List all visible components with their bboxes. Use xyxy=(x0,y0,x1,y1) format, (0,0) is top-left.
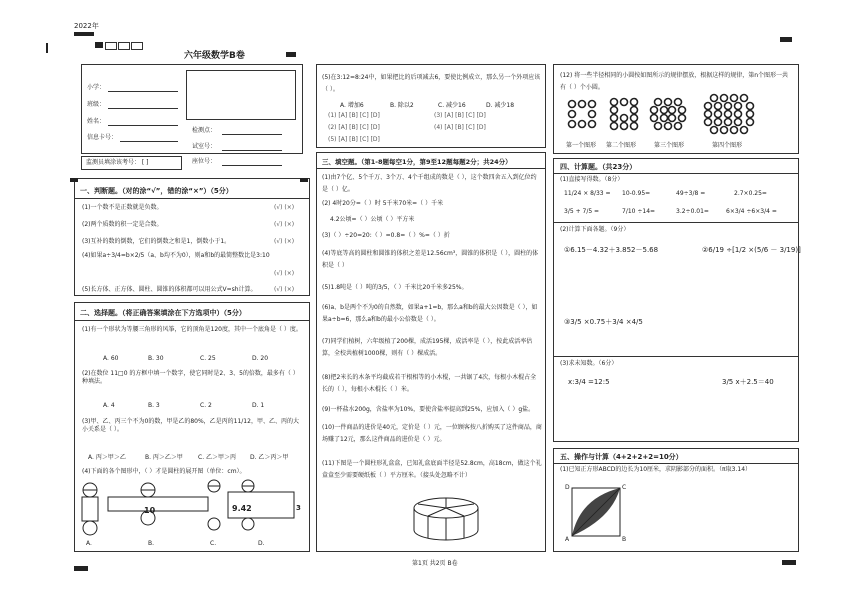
class-label: 班级： xyxy=(87,101,106,108)
choice-5-c[interactable]: C. 减少16 xyxy=(438,102,466,109)
calc-section xyxy=(553,158,799,442)
choice-3-a[interactable]: A. 丙＞甲＞乙 xyxy=(88,454,126,461)
calc-6: 7/10 ÷14= xyxy=(622,208,656,215)
choice-2-d[interactable]: D. 1 xyxy=(252,402,265,409)
fill-7: (7)同学们植树，六年级植了200棵，成活195棵，成活率是（ ），按此成活率估算，全校共植树1000棵，则有（ ）棵成活。 xyxy=(322,338,533,357)
judge-opts-2[interactable]: (√) (×) xyxy=(274,221,295,228)
divider xyxy=(316,168,546,169)
calc-4: 2.7×0.25= xyxy=(734,190,767,197)
mark xyxy=(300,178,308,182)
answer-grid-4[interactable]: (4) [A] [B] [C] [D] xyxy=(434,124,486,131)
simplify-1: ①6.15－4.32＋3.852－5.68 xyxy=(564,246,659,254)
square-shading-figure xyxy=(572,488,624,540)
divider xyxy=(74,198,310,199)
page-title: 六年级数学B卷 xyxy=(184,51,245,61)
answer-grid-5[interactable]: (5) [A] [B] [C] [D] xyxy=(328,136,380,143)
calc-3: 49÷3/8 = xyxy=(676,190,706,197)
judge-opts-3[interactable]: (√) (×) xyxy=(274,238,295,245)
fill-4: (4)等底等高的圆柱和圆锥的体积之差是12.56cm³，圆锥的体积是（ ），圆柱的体积是（ ） xyxy=(322,250,539,269)
vertex-b: B xyxy=(622,536,627,543)
judge-3: (3)互补的数的倒数，它们的倒数之和是1，倒数小于1。 xyxy=(82,238,231,245)
fig-label-10: 10 xyxy=(144,506,156,515)
seatno-field[interactable] xyxy=(222,165,282,166)
judge-4: (4)如果a÷3/4=b×2/5（a、b均不为0），则a和b的最简整数比是3:10 xyxy=(82,252,270,259)
fill-2b: 4.2公顷=（ ）公顷（ ）平方米 xyxy=(330,216,415,223)
choice-3-b[interactable]: B. 丙＞乙＞甲 xyxy=(145,454,183,461)
school-label: 小学： xyxy=(87,84,106,91)
fill-11: (11)下图是一个圆柱形礼盒盒，已知礼盒底面半径是52.8cm，高18cm，做这个礼盒盒至少需要硬纸板（ ）平方厘米。（接头处忽略不计） xyxy=(322,460,542,479)
judge-1: (1)一个数不是正数就是负数。 xyxy=(82,204,163,211)
choice-1: (1)有一个形状为等腰三角形的风筝，它的顶角是120度，其中一个底角是（ ）度。 xyxy=(82,326,302,333)
unknown-2: 3/5 x＋2.5＝40 xyxy=(722,378,774,386)
choice-2-a[interactable]: A. 4 xyxy=(103,402,115,409)
mark xyxy=(74,566,88,571)
divider xyxy=(553,222,799,223)
vertex-a: A xyxy=(565,536,570,543)
choice-2-b[interactable]: B. 3 xyxy=(148,402,160,409)
fill-10: (10)一件商品的进价是40元，定价是（ ）元，一位顾客按八折购买了这件商品，商场赚了12元，那么这件商品的进价是（ ）元。 xyxy=(322,424,542,443)
judge-opts-1[interactable]: (√) (×) xyxy=(274,204,295,211)
seat-label: 试室号： xyxy=(192,143,217,150)
calc-1: 11/24 × 8/33 = xyxy=(564,190,611,197)
fill-title: 三、填空题。（第1-8题每空1分，第9至12题每题2分；共24分） xyxy=(322,158,512,166)
simplify-2: ②6/19 ÷[1/2 ×(5/6 － 3/19)] xyxy=(702,246,801,254)
code-label: 信息卡号： xyxy=(87,134,118,141)
divider xyxy=(553,463,799,464)
pattern-label-1: 第一个图形 xyxy=(566,142,597,149)
answer-grid-2[interactable]: (2) [A] [B] [C] [D] xyxy=(328,124,380,131)
fill-8: (8)把2米长的木条平均截成若干根相等的小木棍，一共锯了4次，每根小木棍占全长的（ ），每根小木棍长（ ）米。 xyxy=(322,374,537,393)
cylinder-nets-figure xyxy=(78,480,304,550)
corner-mark xyxy=(74,32,94,36)
simplify-3: ③3/5 ×0.75＋3/4 ×4/5 xyxy=(564,318,643,326)
choice-5: (5)在3:12=8:24中，如果把比的后项减去6，要使比例成立，那么另一个外项应该（ ）。 xyxy=(322,74,541,93)
choice-3-c[interactable]: C. 乙＞甲＞丙 xyxy=(198,454,237,461)
fig-label-3: 3 xyxy=(296,504,301,512)
calc-title: 四、计算题。（共23分） xyxy=(560,163,637,171)
calc-7: 3.2÷0.01= xyxy=(676,208,709,215)
choice-1-d[interactable]: D. 20 xyxy=(252,355,269,362)
fig-a[interactable]: A. xyxy=(86,540,92,547)
divider xyxy=(74,320,310,321)
mark xyxy=(70,178,78,182)
fill-3: (3)（ ）÷20=20:（ ）=0.8=（ ）%=（ ）折 xyxy=(322,232,450,239)
choice-5-b[interactable]: B. 除以2 xyxy=(390,102,414,109)
fill-9: (9)一杯盐水200g，含盐率为10%，要使含盐率提高到25%，应加入（ ）g盐。 xyxy=(322,406,535,413)
unknown-1: x:3/4 =12:5 xyxy=(568,378,610,386)
judge-5: (5)长方体、正方体、圆柱、圆锥的体积都可以用公式V=sh计算。 xyxy=(82,286,257,293)
judge-title: 一、判断题。（对的涂“√”，错的涂“×”）（5分） xyxy=(80,187,233,195)
code-field[interactable] xyxy=(120,141,178,142)
mark xyxy=(286,52,296,57)
choice-2: (2)在数位 11□0 的方框中填一个数字，使它同时是2、3、5的倍数，最多有（ ）种填法。 xyxy=(82,370,299,385)
room-field[interactable] xyxy=(222,134,282,135)
fill-6: (6)a、b是两个不为0的自然数，如果a+1=b，那么a和b的最大公因数是（ ），如果a÷b=6，那么a和b的最小公倍数是（ ）。 xyxy=(322,304,538,323)
pattern-label-4: 第四个图形 xyxy=(712,142,743,149)
choice-1-a[interactable]: A. 60 xyxy=(103,355,119,362)
mark xyxy=(46,43,48,53)
cake-box-figure xyxy=(406,496,486,546)
calc-8: 6×3/4 ÷6×3/4 = xyxy=(726,208,777,215)
name-label: 姓名： xyxy=(87,118,106,125)
fill-5: (5)1.8吨是（ ）吨的3/5，（ ）千米比20千米多25%。 xyxy=(322,284,468,291)
choice-5-d[interactable]: D. 减少18 xyxy=(486,102,515,109)
choice-title: 二、选择题。（将正确答案填涂在下方选项中）（5分） xyxy=(80,309,246,317)
page-footer: 第1页 共2页 B卷 xyxy=(412,560,458,567)
divider xyxy=(553,356,799,357)
choice-4: (4)下面的各个图形中，（ ）才是圆柱的展开图（单位：cm）。 xyxy=(82,468,246,475)
vertex-d: D xyxy=(565,484,570,491)
calc-2: 10-0.95= xyxy=(622,190,651,197)
staff-label: 监测员填涂该考号： [ ] xyxy=(86,159,149,166)
name-field[interactable] xyxy=(108,125,178,126)
judge-2: (2)两个质数的积一定是合数。 xyxy=(82,221,163,228)
fig-c[interactable]: C. xyxy=(210,540,217,547)
school-field[interactable] xyxy=(108,91,178,92)
seatno-label: 座位号： xyxy=(192,158,217,165)
simplify-title: (2)计算下面各题。（9分） xyxy=(560,226,630,233)
pattern-q: (12) 将一些半径相同的小圆按如图所示的规律摆放，根据这样的规律，第n个图形一共有（ ）个小圆。 xyxy=(560,72,789,91)
operate-title: 五、操作与计算（4+2+2+2=10分） xyxy=(560,453,683,461)
mark xyxy=(782,560,796,565)
answer-grid-1[interactable]: (1) [A] [B] [C] [D] xyxy=(328,112,380,119)
choice-3: (3)甲、乙、丙三个不为0的数，甲是乙的80%，乙是丙的11/12，甲、乙、丙的大小关系是（ ）。 xyxy=(82,418,299,433)
unknown-title: (3)求未知数。（6分） xyxy=(560,360,618,367)
year-label: 2022年 xyxy=(74,22,99,30)
choice-2-c[interactable]: C. 2 xyxy=(200,402,212,409)
choice-1-b[interactable]: B. 30 xyxy=(148,355,164,362)
pattern-label-2: 第二个图形 xyxy=(606,142,637,149)
operate-q1: (1)已知正方形ABCD的边长为10厘米，求阴影部分的面积。（π取3.14） xyxy=(560,466,752,473)
choice-5-a[interactable]: A. 增加6 xyxy=(340,102,364,109)
choice-3-d[interactable]: D. 乙＞丙＞甲 xyxy=(250,454,289,461)
judge-opts-5[interactable]: (√) (×) xyxy=(274,286,295,293)
fill-1: (1)由7个亿、5个千万、3个万、4个千组成的数是（ ），这个数四舍五入到亿位约是（ ）亿。 xyxy=(322,174,537,193)
room-label: 检测点： xyxy=(192,127,217,134)
divider xyxy=(553,173,799,174)
seat-field[interactable] xyxy=(222,150,282,151)
mark xyxy=(780,37,792,42)
fig-label-942: 9.42 xyxy=(232,504,252,513)
vertex-c: C xyxy=(622,484,627,491)
direct-title: (1)直接写得数。（8分） xyxy=(560,176,624,183)
choice-1-c[interactable]: C. 25 xyxy=(200,355,216,362)
fig-d[interactable]: D. xyxy=(258,540,265,547)
class-field[interactable] xyxy=(108,108,178,109)
pattern-label-3: 第三个图形 xyxy=(654,142,685,149)
fig-b[interactable]: B. xyxy=(148,540,155,547)
judge-opts-4[interactable]: (√) (×) xyxy=(274,270,295,277)
fill-2: (2) 4时20分=（ ）时 5千米70米=（ ）千米 xyxy=(322,200,444,207)
circle-pattern-figure xyxy=(566,96,796,142)
answer-grid-3[interactable]: (3) [A] [B] [C] [D] xyxy=(434,112,486,119)
photo-box xyxy=(186,70,296,120)
calc-5: 3/5 + 7/5 = xyxy=(564,208,600,215)
